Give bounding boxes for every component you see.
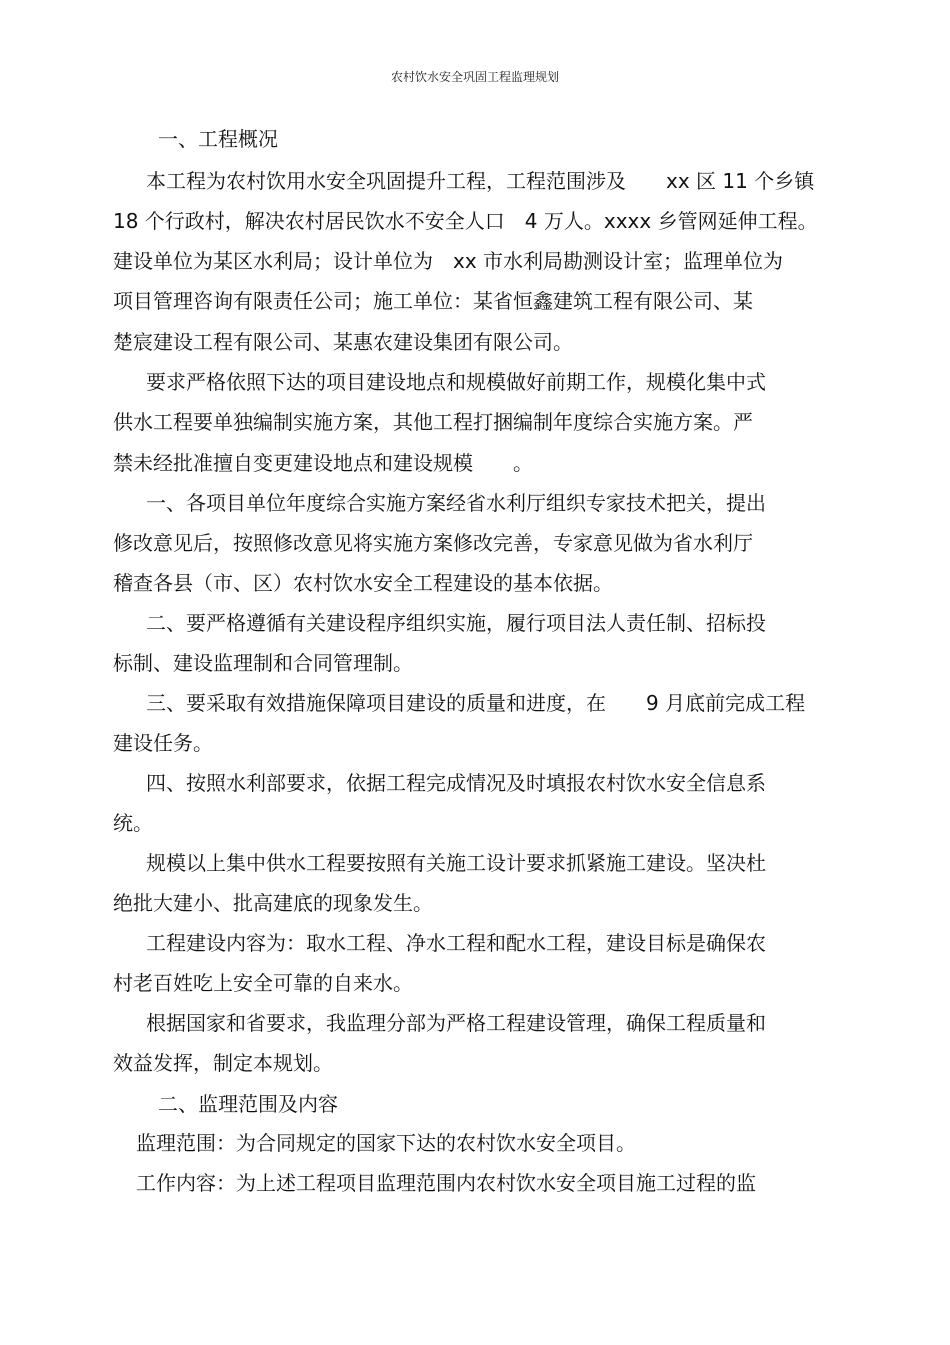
text-line: 工作内容：为上述工程项目监理范围内农村饮水安全项目施工过程的监 <box>136 1171 756 1195</box>
text-line: 建设任务。 <box>113 731 213 755</box>
text-line: 村老百姓吃上安全可靠的自来水。 <box>113 971 413 995</box>
text-line: 项目管理咨询有限责任公司；施工单位：某省恒鑫建筑工程有限公司、某 <box>113 289 753 313</box>
text-line: 三、要采取有效措施保障项目建设的质量和进度，在 9 月底前完成工程 <box>146 691 806 715</box>
text-line: 要求严格依照下达的项目建设地点和规模做好前期工作，规模化集中式 <box>146 370 766 394</box>
text-line: 标制、建设监理制和合同管理制。 <box>113 651 413 675</box>
text-line: 建设单位为某区水利局；设计单位为 xx 市水利局勘测设计室；监理单位为 <box>113 249 784 273</box>
running-header: 农村饮水安全巩固工程监理规划 <box>390 70 559 84</box>
text-line: 规模以上集中供水工程要按照有关施工设计要求抓紧施工建设。坚决杜 <box>146 851 766 875</box>
text-line: 根据国家和省要求，我监理分部为严格工程建设管理，确保工程质量和 <box>146 1011 766 1035</box>
text-line: 18 个行政村，解决农村居民饮水不安全人口 4 万人。xxxx 乡管网延伸工程。 <box>113 209 818 233</box>
text-line: 监理范围：为合同规定的国家下达的农村饮水安全项目。 <box>136 1131 636 1155</box>
text-line: 二、要严格遵循有关建设程序组织实施，履行项目法人责任制、招标投 <box>146 611 766 635</box>
text-line: 供水工程要单独编制实施方案，其他工程打捆编制年度综合实施方案。严 <box>113 410 753 434</box>
text-line: 统。 <box>113 811 153 835</box>
text-line: 楚宸建设工程有限公司、某惠农建设集团有限公司。 <box>113 330 573 354</box>
text-line: 工程建设内容为：取水工程、净水工程和配水工程，建设目标是确保农 <box>146 931 766 955</box>
text-line: 修改意见后，按照修改意见将实施方案修改完善，专家意见做为省水利厅 <box>113 531 753 555</box>
text-line: 绝批大建小、批高建底的现象发生。 <box>113 891 433 915</box>
text-line: 禁未经批准擅自变更建设地点和建设规模 。 <box>113 451 533 475</box>
text-line: 稽查各县（市、区）农村饮水安全工程建设的基本依据。 <box>113 571 613 595</box>
section-heading: 一、工程概况 <box>158 127 278 151</box>
text-line: 一、各项目单位年度综合实施方案经省水利厅组织专家技术把关，提出 <box>146 491 766 515</box>
text-line: 本工程为农村饮用水安全巩固提升工程，工程范围涉及 xx 区 11 个乡镇 <box>146 169 815 193</box>
section-heading: 二、监理范围及内容 <box>158 1092 338 1116</box>
text-line: 四、按照水利部要求，依据工程完成情况及时填报农村饮水安全信息系 <box>146 771 766 795</box>
text-line: 效益发挥，制定本规划。 <box>113 1051 333 1075</box>
